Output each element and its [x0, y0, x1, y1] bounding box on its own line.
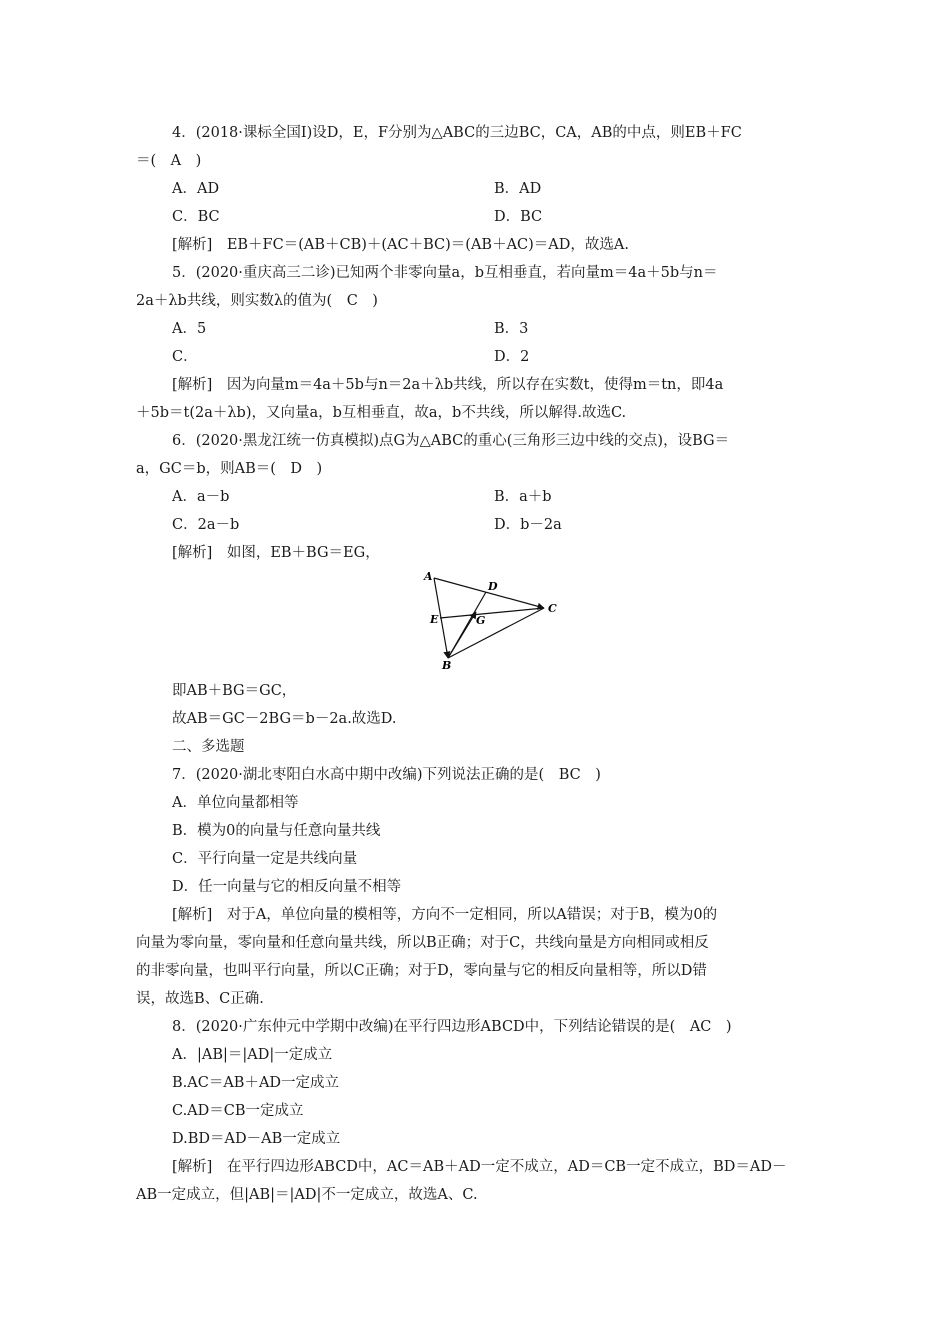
label-b: B [442, 659, 452, 672]
q7-option-c: C．平行向量一定是共线向量 [172, 851, 358, 867]
q5-option-a: A．5 [172, 321, 207, 337]
q4-option-a: A．AD [172, 181, 220, 197]
q5-option-b: B．3 [494, 321, 529, 337]
q7-option-d: D．任一向量与它的相反向量不相等 [172, 879, 402, 895]
q6-stem-line2: a，GC＝b，则AB＝( D ) [136, 461, 323, 477]
q6-after-line2: 故AB＝GC－2BG＝b－2a.故选D. [172, 711, 397, 727]
q7-option-a: A．单位向量都相等 [172, 795, 299, 811]
q7-stem: 7．(2020·湖北枣阳白水高中期中改编)下列说法正确的是( BC ) [172, 767, 601, 783]
q8-analysis-line1: [解析] 在平行四边形ABCD中，AC＝AB＋AD一定不成立，AD＝CB一定不成立，BD＝AD－ [172, 1159, 787, 1175]
q5-option-c: C． [172, 349, 198, 365]
q7-analysis-line1: [解析] 对于A，单位向量的模相等，方向不一定相同，所以A错误；对于B，模为0的 [172, 907, 718, 923]
label-c: C [548, 602, 557, 615]
q5-stem-line2: 2a＋λb共线，则实数λ的值为( C ) [136, 293, 378, 309]
q6-analysis: [解析] 如图，EB＋BG＝EG， [172, 545, 380, 561]
q5-option-d: D．2 [494, 349, 530, 365]
q5-analysis-line1: [解析] 因为向量m＝4a＋5b与n＝2a＋λb共线，所以存在实数t，使得m＝tn，即4a [172, 377, 724, 393]
q7-analysis-line4: 误，故选B、C正确. [136, 991, 264, 1007]
q4-option-b: B．AD [494, 181, 542, 197]
q8-stem: 8．(2020·广东仲元中学期中改编)在平行四边形ABCD中，下列结论错误的是( AC ) [172, 1019, 732, 1035]
q4-option-c: C．BC [172, 209, 220, 225]
label-a: A [424, 570, 433, 583]
q7-analysis-line2: 向量为零向量，零向量和任意向量共线，所以B正确；对于C，共线向量是方向相同或相反 [136, 935, 709, 951]
label-d: D [488, 580, 498, 593]
q8-option-a: A．|AB|＝|AD|一定成立 [172, 1047, 333, 1063]
q6-option-b: B．a＋b [494, 489, 552, 505]
q5-stem-line1: 5．(2020·重庆高三二诊)已知两个非零向量a，b互相垂直，若向量m＝4a＋5b与n＝ [172, 265, 718, 281]
label-g: G [476, 614, 486, 627]
q6-option-a: A．a－b [172, 489, 230, 505]
q6-option-c: C．2a－b [172, 517, 240, 533]
q4-analysis: [解析] EB＋FC＝(AB＋CB)＋(AC＋BC)＝(AB＋AC)＝AD，故选A. [172, 237, 629, 253]
label-e: E [430, 613, 439, 626]
q8-option-d: D.BD＝AD－AB一定成立 [172, 1131, 341, 1147]
q6-stem-line1: 6．(2020·黑龙江统一仿真模拟)点G为△ABC的重心(三角形三边中线的交点)，设BG＝ [172, 433, 730, 449]
q6-after-line1: 即AB＋BG＝GC， [172, 683, 297, 699]
section-heading-multi-choice: 二、多选题 [172, 739, 245, 755]
q7-analysis-line3: 的非零向量，也叫平行向量，所以C正确；对于D，零向量与它的相反向量相等，所以D错 [136, 963, 707, 979]
q4-stem-line2: ＝( A ) [136, 153, 202, 169]
q8-analysis-line2: AB一定成立，但|AB|＝|AD|不一定成立，故选A、C. [136, 1187, 478, 1203]
q4-option-d: D．BC [494, 209, 543, 225]
q4-stem-line1: 4．(2018·课标全国Ⅰ)设D，E，F分别为△ABC的三边BC，CA，AB的中点，则EB＋FC [172, 125, 742, 141]
q6-option-d: D．b－2a [494, 517, 562, 533]
triangle-figure [420, 568, 580, 678]
q5-analysis-line2: ＋5b＝t(2a＋λb)，又向量a，b互相垂直，故a，b不共线，所以解得.故选C. [136, 405, 627, 421]
q7-option-b: B．模为0的向量与任意向量共线 [172, 823, 381, 839]
q8-option-b: B.AC＝AB＋AD一定成立 [172, 1075, 340, 1091]
q8-option-c: C.AD＝CB一定成立 [172, 1103, 304, 1119]
